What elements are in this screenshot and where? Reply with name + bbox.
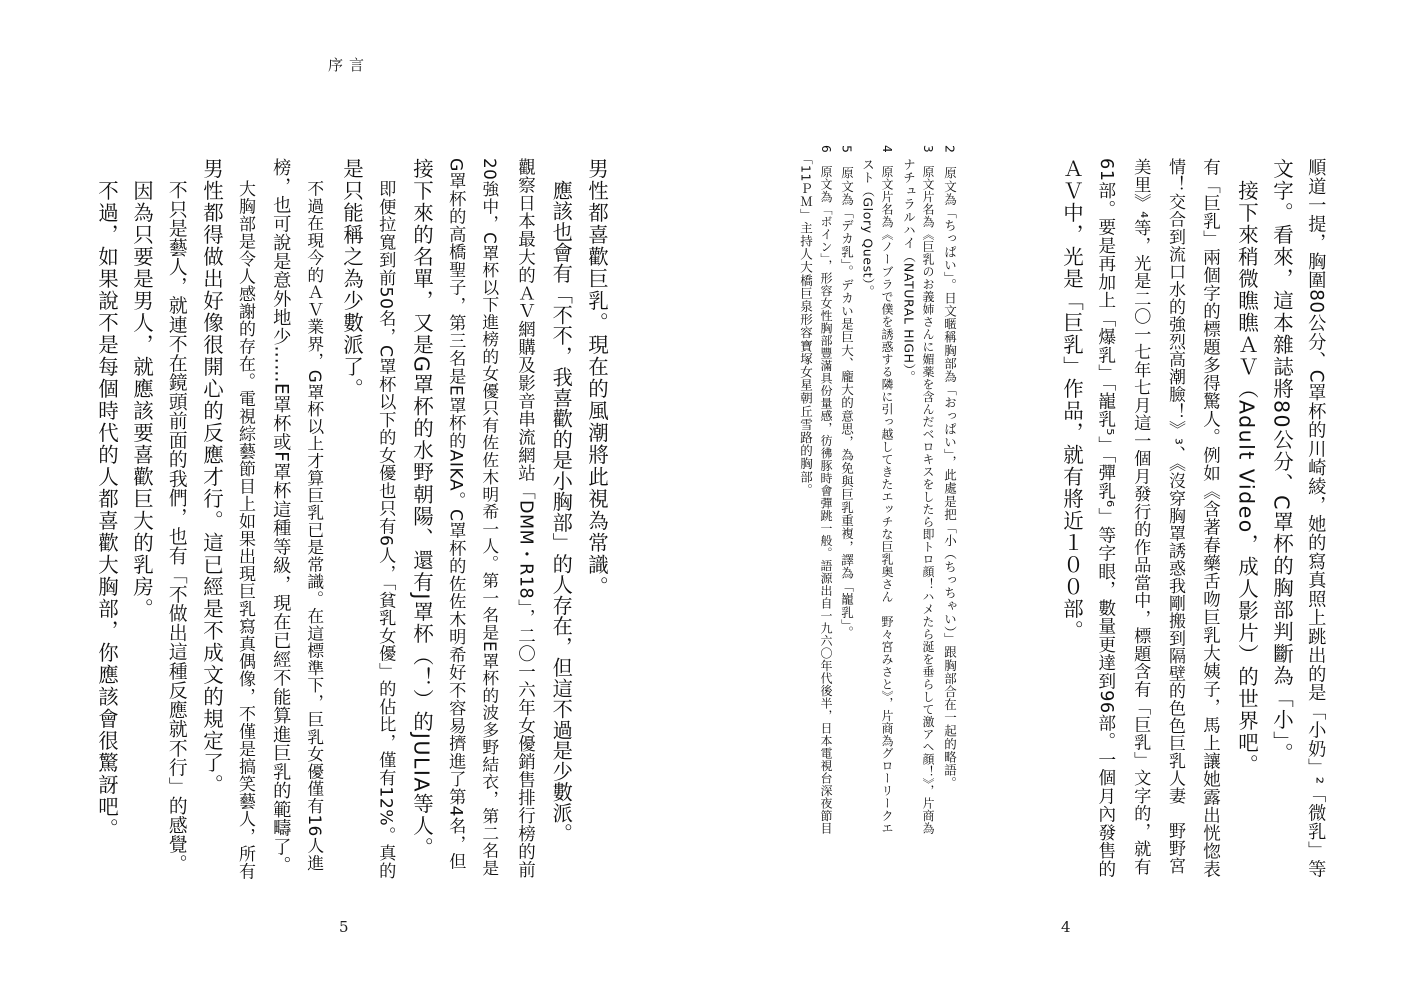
footnote-4: 4 原文片名為《ノーブラで僕を誘惑する隣に引っ越してきたエッチな巨乳奥さん 野々宮みさと》，片商為グローリークエ bbox=[880, 145, 894, 835]
left-page-line-9: 不過在現今的ＡＶ業界，G罩杯以上才算巨乳已是常識。在這標準下，巨乳女優僅有16人進 bbox=[304, 180, 325, 872]
left-page-line-12: 男性都得做出好像很開心的反應才行。這已經是不成文的規定了。 bbox=[199, 158, 224, 796]
footnote-6: 6 原文為「ボイン」，形容女性胸部豐滿具份量感，彷彿豚時會彈跳一般。語源出自一九六〇年代後半，日本電視台深夜節目 bbox=[819, 145, 833, 835]
footnote-3-cont: ナチュラルハイ（NATURAL HIGH）。 bbox=[901, 145, 917, 384]
left-page-line-5: G罩杯的高橋聖子，第三名是E罩杯的AIKA。C罩杯的佐佐木明希好不容易擠進了第4名，但 bbox=[445, 158, 466, 871]
left-page-line-10: 榜，也可說是意外地少……E罩杯或F罩杯這種等級，現在已經不能算進巨乳的範疇了。 bbox=[270, 158, 292, 875]
right-page-line-7: 61部。要是再加上「爆乳」「巃乳⁵」「彈乳⁶」等字眼，數量更達到96部。一個月內發售的 bbox=[1095, 158, 1116, 878]
footnote-5: 5 原文為「デカ乳」。デカい是巨大、龐大的意思，為免與巨乳重複，譯為「巃乳」。 bbox=[839, 145, 855, 639]
right-page-line-8: ＡＶ中，光是「巨乳」作品，就有將近１００部。 bbox=[1059, 158, 1084, 642]
footnote-6-cont: 「11ＰＭ」主持人大橋巨泉形容寶塚女星朝丘雪路的胸部。 bbox=[798, 145, 814, 497]
left-page-line-2: 應該也會有「不不，我喜歡的是小胸部」的人存在，但這不過是少數派。 bbox=[549, 180, 574, 844]
left-page-line-4: 20強中，C罩杯以下進榜的女優只有佐佐木明希一人。第一名是E罩杯的波多野結衣，第二名是 bbox=[479, 158, 500, 877]
left-page-line-3: 觀察日本最大的ＡＶ網購及影音串流網站「DMM・R18」，二〇一六年女優銷售排行榜的前 bbox=[515, 158, 536, 879]
left-page-line-13: 不只是藝人，就連不在鏡頭前面的我們，也有「不做出這種反應就不行」的感覺。 bbox=[165, 180, 187, 873]
footnote-3: 3 原文片名為《巨乳のお義姉さんに媚薬を含んだベロキスをしたら即トロ顔！ハメたら涎を垂らして激アヘ顔！》，片商為 bbox=[921, 145, 935, 835]
right-page-line-6: 美里》⁴等，光是二〇一七年七月這一個月發行的作品當中，標題含有「巨乳」文字的，就有 bbox=[1130, 158, 1151, 876]
left-page-line-14: 因為只要是男人，就應該要喜歡巨大的乳房。 bbox=[129, 180, 154, 620]
left-page-line-8: 是只能稱之為少數派了。 bbox=[339, 158, 364, 400]
footnote-2: 2 原文為「ちっぱい」。日文暱稱胸部為「おっぱい」，此處是把「小（ちっちゃい）」跟胸部合在一起的略語。 bbox=[942, 145, 958, 790]
right-page-line-4: 有「巨乳」兩個字的標題多得驚人。例如《含著春藥舌吻巨乳大姨子，馬上讓她露出恍惚表 bbox=[1200, 158, 1221, 878]
footnote-4-cont: スト（Glory Quest）。 bbox=[860, 145, 876, 299]
page-number-right: 4 bbox=[1061, 918, 1071, 936]
left-page-line-11: 大胸部是令人感謝的存在。電視綜藝節目上如果出現巨乳寫真偶像，不僅是搞笑藝人，所有 bbox=[235, 180, 255, 880]
left-page-line-1: 男性都喜歡巨乳。現在的風潮將此視為常識。 bbox=[584, 158, 609, 598]
page-number-left: 5 bbox=[339, 918, 349, 936]
left-page-line-6: 接下來的名單，又是G罩杯的水野朝陽、還有J罩杯（！）的JULIA等人。 bbox=[409, 158, 434, 859]
left-page-line-7: 即便拉寬到前50名，C罩杯以下的女優也只有6人，「貧乳女優」的佔比，僅有12%。真的 bbox=[375, 180, 396, 880]
left-page-line-15: 不過，如果說不是每個時代的人都喜歡大胸部，你應該會很驚訝吧。 bbox=[94, 180, 119, 840]
right-page-line-1: 順道一提，胸圍80公分、C罩杯的川崎綾，她的寫真照上跳出的是「小奶」²「微乳」等 bbox=[1305, 158, 1327, 879]
right-page-line-2: 文字。看來，這本雜誌將80公分、C罩杯的胸部判斷為「小」。 bbox=[1269, 158, 1294, 765]
right-page-line-3: 接下來稍微瞧瞧ＡＶ（Adult Video，成人影片）的世界吧。 bbox=[1234, 180, 1259, 776]
right-page-line-5: 情！交合到流口水的強烈高潮臉！》³、《沒穿胸罩誘惑我剛搬到隔壁的色色巨乳人妻 野野宮 bbox=[1165, 158, 1185, 875]
running-head: 序言 bbox=[328, 56, 371, 74]
